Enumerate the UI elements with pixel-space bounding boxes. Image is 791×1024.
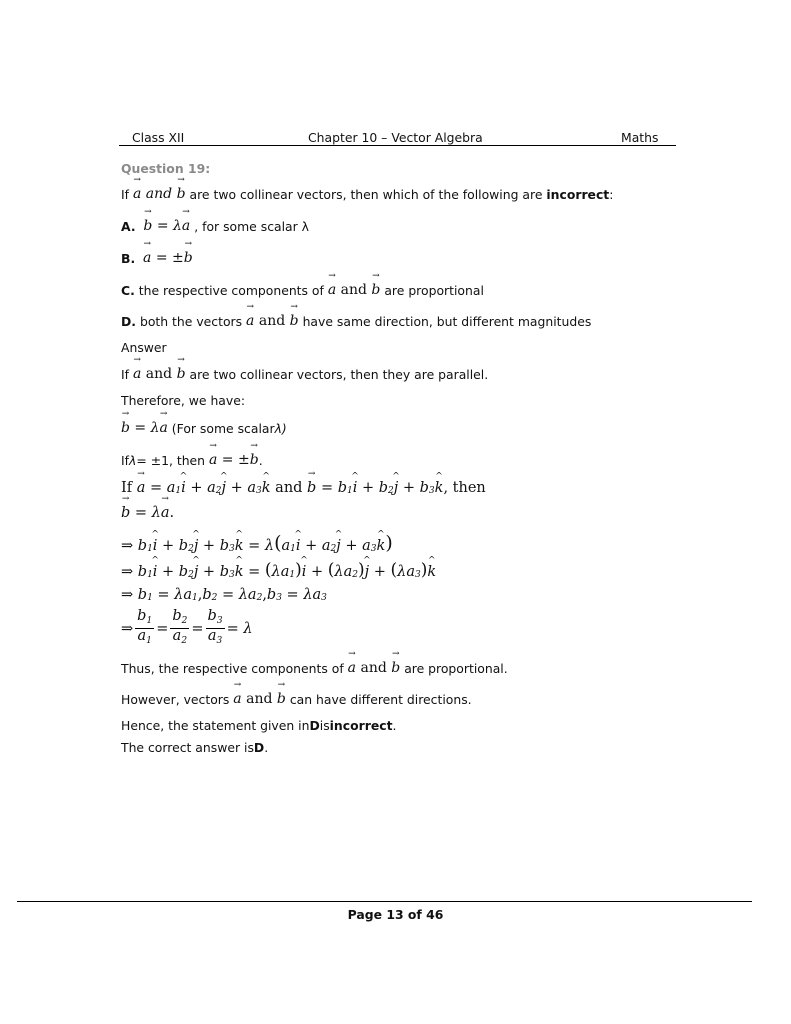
equation-a-pm-b: → a = ±→ b	[209, 452, 259, 468]
answer-line-2: Therefore, we have:	[121, 393, 246, 408]
question-title: Question 19:	[121, 161, 211, 176]
header-rule	[119, 145, 676, 146]
derivation-eq-5: ⇒ b $_1$ = λa 1 , b $_2$ = λa 2 , b $_3$ = λa 3	[121, 587, 327, 603]
option-c-label: C.	[121, 283, 135, 298]
stem-if: If	[121, 187, 130, 202]
derivation-eq-4: ⇒ b $_1$ ^ i + b $_2$ ^ j + b $_3$ ^ k = ( λa $_1$ ) ^ i + ( λa $_2$ ) ^ j + ( λa $_3$ ) ^ k	[121, 560, 436, 580]
vector-a-and-b: → a and → b	[246, 313, 299, 329]
vector-a-and-b: → a and → b	[348, 660, 401, 676]
conclusion-hence: Hence, the statement given in D is incorrect .	[121, 718, 397, 733]
option-c	[121, 282, 484, 298]
derivation-eq-6: ⇒ $\frac{b_1}{a_1}$ = $\frac{b_2}{a_2}$ = $\frac{b_3}{a_3}$ = λ	[121, 608, 253, 646]
option-d	[121, 313, 591, 329]
equation-b-lambda-a: → b = λ→ a	[143, 218, 190, 234]
correct-answer: The correct answer is D .	[121, 740, 269, 755]
derivation-eq-3: ⇒ b $_1$ ^ i + b $_2$ ^ j + b $_3$ ^ k = λ ( a $_1$ ^ i + a $_2$ ^ j + a $_3$ ^ k )	[121, 532, 393, 554]
answer-line-4: If λ = ±1, then → a = ±→ b .	[121, 452, 263, 468]
option-d-label: D.	[121, 314, 136, 329]
answer-heading: Answer	[121, 340, 167, 355]
header-subject: Maths	[621, 130, 659, 145]
stem-incorrect: incorrect	[546, 187, 610, 202]
question-stem: If → a and → b are two collinear vectors, then which of the following are incorrect :	[121, 186, 613, 202]
conclusion-however: However, vectors → a and → b can have different directions.	[121, 691, 472, 707]
vector-a-and-b: → a and → b	[133, 186, 186, 202]
page-number: Page 13 of 46	[347, 907, 444, 922]
option-a-label: A.	[121, 219, 136, 234]
footer-rule	[17, 901, 752, 902]
stem-text: are two collinear vectors, then which of the following are	[189, 187, 543, 202]
vector-a-and-b: → a and → b	[233, 691, 286, 707]
option-a	[121, 218, 309, 234]
header-chapter: Chapter 10 – Vector Algebra	[308, 130, 483, 145]
equation-b-lambda-a: → b = λ→ a	[121, 420, 168, 436]
option-a-text: , for some scalar λ	[194, 219, 310, 234]
option-b	[121, 250, 193, 266]
equation-a-pm-b: → a = ±→ b	[143, 250, 193, 266]
vector-a-and-b: → a and → b	[328, 282, 381, 298]
answer-line-1: If → a and → b are two collinear vectors, then they are parallel.	[121, 366, 488, 382]
vector-a-and-b: → a and → b	[133, 366, 186, 382]
derivation-eq-2: → b = λ → a .	[121, 505, 174, 521]
conclusion-thus: Thus, the respective components of → a and → b are proportional.	[121, 660, 508, 676]
option-d-text-before: both the vectors	[139, 314, 243, 329]
option-d-text-after: have same direction, but different magnitudes	[302, 314, 592, 329]
header-class: Class XII	[132, 130, 185, 145]
answer-line-3: → b = λ→ a (For some scalar λ)	[121, 420, 287, 436]
option-b-label: B.	[121, 251, 136, 266]
option-c-text-before: the respective components of	[138, 283, 324, 298]
option-c-text-after: are proportional	[384, 283, 484, 298]
derivation-eq-1: If → a = a $_1$ ^ i + a $_2$ ^ j + a $_3$ ^ k and → b = b $_1$ ^ i + b $_2$ ^ j + b $_3$ ^ k , then	[121, 480, 486, 496]
